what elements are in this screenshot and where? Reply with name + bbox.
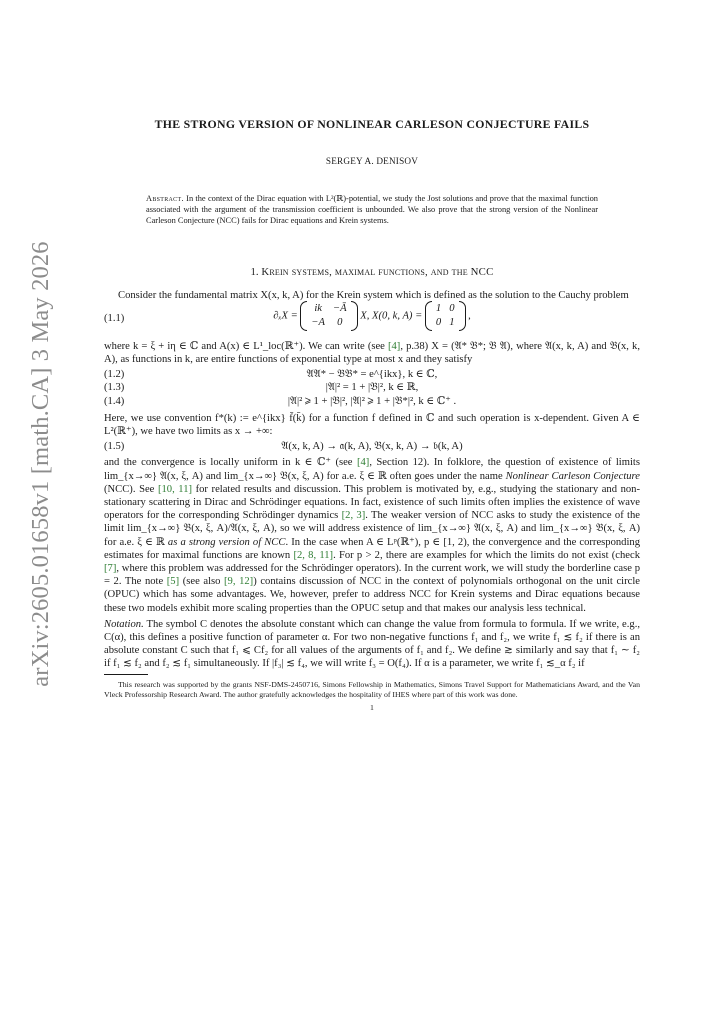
paper-page (104, 118, 640, 715)
footnote-rule (104, 674, 148, 675)
matrix-cell: 0 (449, 302, 455, 314)
equation-1-2 (104, 368, 640, 381)
abstract-label: Abstract. (146, 194, 184, 204)
equation-body: |𝔄|² = 1 + |𝔅|², k ∈ ℝ, (325, 382, 419, 394)
equation-label: (1.1) (104, 312, 125, 324)
matrix-cell: 1 (449, 316, 455, 328)
paragraph-notation: Notation. The symbol C denotes the absolute constant which can change the value from formula to formula. If we write, e.g., C(α), this defines a positive function of parameter α. For two non-negative functions f₁ and f₂, we write f₁ ≲ f₂ if there is an absolute constant C such that f₁ ⩽ Cf₂ for all values of the arguments of f₁ and f₂. We define ≳ similarly and say that f₁ ∼ f₂ if f₁ ≲ f₂ and f₂ ≲ f₁ simultaneously. If |f₃| ≲ f₄, we will write f₃ = O(f₄). If α is a parameter, we write f₁ ≲_α f₂ if (104, 618, 640, 670)
matrix-cell: −Ā (333, 302, 347, 314)
notation-label: Notation. (104, 618, 144, 630)
citation-link[interactable]: [2, 8, 11] (293, 549, 334, 561)
equation-body: 𝔄(x, k, A) → 𝔞(k, A), 𝔅(x, k, A) → 𝔟(k, A) (281, 441, 463, 453)
paragraph-convention: Here, we use convention f*(k) := e^{ikx} f̄(k̄) for a function f defined in ℂ and such operation is x-dependent. Given A ∈ L²(ℝ⁺), we have two limits as x → +∞: (104, 412, 640, 437)
citation-link[interactable]: [2, 3] (341, 510, 366, 522)
matrix-cell: 0 (435, 316, 442, 328)
citation-link[interactable]: [4] (387, 340, 401, 352)
abstract (146, 193, 598, 226)
section-number: 1. (250, 266, 259, 279)
paragraph-folklore: and the convergence is locally uniform in k ∈ ℂ⁺ (see [4], Section 12). In folklore, the question of existence of limits lim_{x→∞} 𝔄(x, ξ, A) and lim_{x→∞} 𝔅(x, ξ, A) for a.e. ξ ∈ ℝ often goes under the name Nonlinear Carleson Conjecture (NCC). See [10, 11] for related results and discussion. This problem is motivated by, e.g., studying the stationary and non-stationary scattering in Dirac and Schrödinger equations. In fact, existence of such limits often implies the existence of wave operators for the corresponding Schrödinger dynamics [2, 3]. The weaker version of NCC asks to study the existence of the limit lim_{x→∞} 𝔅(x, ξ, A)/𝔄(x, ξ, A), so we will address existence of lim_{x→∞} 𝔄(x, ξ, A) and lim_{x→∞} 𝔅(x, ξ, A) for a.e. ξ ∈ ℝ as a strong version of NCC. In the case when A ∈ Lᵖ(ℝ⁺), p ∈ [1, 2), the convergence and the corresponding estimates for maximal functions are known [2, 8, 11]. For p > 2, there are examples for which the limits do not exist (check [7], where this problem was addressed for the Schrödinger operators). In the current work, we will study the borderline case p = 2. The note [5] (see also [9, 12]) contains discussion of NCC in the context of polynomials orthogonal on the unit circle (OPUC) which has some advantages. We, however, prefer to address NCC for Krein systems and Dirac equations because these two models exhibit more scaling properties than the OPUC setup and that makes our analysis less technical. (104, 457, 640, 614)
arxiv-stamp: arXiv:2605.01658v1 [math.CA] 3 May 2026 (27, 241, 54, 687)
equation-1-1: (1.1) ∂ₓX = ik −Ā −A 0 X, X(0, k, A) = 1 0 0 1 , (104, 302, 471, 328)
equation-body: |𝔄|² ⩾ 1 + |𝔅|², |𝔄|² ⩾ 1 + |𝔅*|², k ∈ ℂ⁺ . (287, 395, 457, 407)
citation-link[interactable]: [9, 12] (224, 576, 254, 588)
author-name: SERGEY A. DENISOV (325, 156, 419, 167)
eq-lhs: ∂ₓX = (273, 310, 298, 322)
paragraph-where: where k = ξ + iη ∈ ℂ and A(x) ∈ L¹_loc(ℝ⁺). We can write (see [4], p.38) X = (𝔄* 𝔅*; 𝔅 𝔄), where 𝔄(x, k, A) and 𝔅(x, k, A), as functions in k, are entire functions of exponential type at most x and they satisfy (104, 340, 640, 366)
citation-link[interactable]: [10, 11] (157, 483, 193, 495)
footnote: This research was supported by the grants NSF-DMS-2450716, Simons Fellowship in Mathematics, Simons Travel Support for Mathematicians Award, and the Van Vleck Professorship Research Award. The author gratefully acknowledges the hospitality of IHES where part of this work was done. (104, 679, 640, 700)
equation-1-4 (104, 395, 640, 408)
equation-label: (1.3) (104, 382, 125, 394)
equation-1-3 (104, 381, 640, 394)
matrix-cell: −A (311, 316, 325, 328)
section-title: Krein systems, maximal functions, and the NCC (261, 266, 494, 279)
equation-label: (1.2) (104, 369, 125, 381)
matrix-cell: ik (314, 302, 323, 314)
eq-mid: X, X(0, k, A) = (360, 310, 423, 322)
equation-1-5 (104, 440, 640, 453)
paragraph-intro: Consider the fundamental matrix X(x, k, A) for the Krein system which is defined as the solution to the Cauchy problem (118, 289, 629, 301)
section-heading (104, 266, 640, 279)
equation-label: (1.4) (104, 395, 125, 407)
matrix-cell: 1 (435, 302, 442, 314)
matrix-cell: 0 (337, 316, 343, 328)
page-number: 1 (370, 703, 374, 713)
equation-label: (1.5) (104, 441, 125, 453)
citation-link[interactable]: [5] (166, 576, 180, 588)
paper-title: THE STRONG VERSION OF NONLINEAR CARLESON CONJECTURE FAILS (154, 117, 590, 131)
identity-matrix (425, 302, 466, 330)
equation-body: 𝔄𝔄* − 𝔅𝔅* = e^{ikx}, k ∈ ℂ, (306, 369, 438, 381)
citation-link[interactable]: [4] (356, 457, 370, 469)
citation-link[interactable]: [7] (104, 563, 117, 574)
abstract-text: In the context of the Dirac equation with L²(ℝ)-potential, we study the Jost solutions and prove that the maximal function associated with the argument of the transmission coefficient is unbounded. We also prove that the strong version of the Nonlinear Carleson Conjecture (NCC) fails for Dirac equations and Krein systems. (146, 194, 598, 226)
coefficient-matrix (300, 302, 357, 330)
